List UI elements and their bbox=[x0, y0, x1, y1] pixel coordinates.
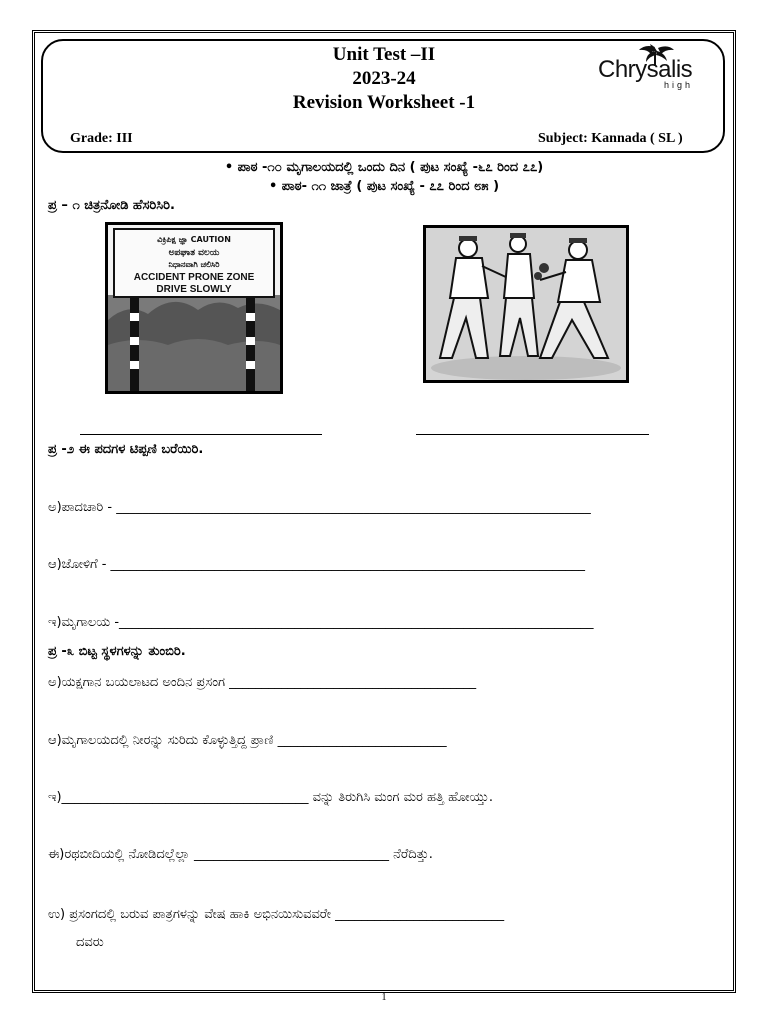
sign-line-1: ವಿಕ್ರಿಪಿಕ್ಷ ಜ್ಞಾ CAUTION bbox=[157, 235, 231, 244]
q1-heading: ಪ್ರ – ೧ ಚಿತ್ರನೋಡಿ ಹೆಸರಿಸಿರಿ. bbox=[48, 198, 175, 213]
q2-item-i: ಇ)ಮೃಗಾಲಯ -_________________________________________________________________________ bbox=[48, 615, 594, 630]
q2-item-aa: ಆ)ಜೋಳಿಗೆ - _________________________________________________________________________ bbox=[48, 557, 586, 572]
answer-line-image-2[interactable] bbox=[416, 434, 649, 435]
page-number: 1 bbox=[381, 992, 387, 1003]
grade-label: Grade: III bbox=[70, 131, 133, 146]
worksheet-title: Unit Test –II bbox=[332, 44, 436, 65]
dancers-illustration bbox=[426, 228, 626, 380]
lesson-line-2: • ಪಾಠ- ೧೧ ಜಾತ್ರೆ ( ಪುಟ ಸಂಖ್ಯೆ - ೭೭ ರಿಂದ ೮೫ ) bbox=[268, 179, 500, 194]
q3-item-i: ಇ)______________________________________ ವನ್ನು ತಿರುಗಿಸಿ ಮಂಗ ಮರ ಹತ್ತಿ ಹೋಯ್ತು. bbox=[48, 790, 493, 805]
school-logo bbox=[598, 42, 716, 92]
logo-text: Chrysalis bbox=[598, 56, 693, 83]
q3-item-u-continuation: ದವರು bbox=[76, 935, 104, 950]
sign-line-2: ಅಪಘಾತ ವಲಯ bbox=[168, 248, 220, 258]
q3-item-ii: ಈ)ರಥಬೀದಿಯಲ್ಲಿ ನೋಡಿದಲ್ಲೆಲ್ಲಾ ______________________________ ನೆರೆದಿತ್ತು. bbox=[48, 847, 433, 862]
yakshagana-dancers-image bbox=[423, 225, 629, 383]
q3-item-u: ಉ) ಪ್ರಸಂಗದಲ್ಲಿ ಬರುವ ಪಾತ್ರಗಳನ್ನು ವೇಷ ಹಾಕಿ ಅಭಿನಯಿಸುವವರೇ __________________________ bbox=[48, 907, 505, 922]
sign-line-4: ACCIDENT PRONE ZONE bbox=[133, 272, 255, 283]
q3-item-aa: ಆ)ಮೃಗಾಲಯದಲ್ಲಿ ನೀರನ್ನು ಸುರಿದು ಕೊಳ್ಳುತ್ತಿದ್ದ ಪ್ರಾಣಿ __________________________ bbox=[48, 733, 447, 748]
sign-line-5: DRIVE SLOWLY bbox=[156, 284, 232, 295]
logo-subtext: high bbox=[664, 80, 694, 90]
caution-sign-illustration bbox=[108, 225, 280, 391]
q3-item-a: ಅ)ಯಕ್ಷಗಾನ ಬಯಲಾಟದ ಅಂದಿನ ಪ್ರಸಂಗ ______________________________________ bbox=[48, 675, 477, 690]
worksheet-subtitle: Revision Worksheet -1 bbox=[292, 92, 476, 113]
q2-heading: ಪ್ರ -೨ ಈ ಪದಗಳ ಟಿಪ್ಪಣಿ ಬರೆಯಿರಿ. bbox=[48, 442, 204, 457]
academic-year: 2023-24 bbox=[352, 68, 416, 89]
caution-sign-image bbox=[105, 222, 283, 394]
answer-line-image-1[interactable] bbox=[80, 434, 322, 435]
sign-line-3: ನಿಧಾನವಾಗಿ ಚಲಿಸಿರಿ bbox=[168, 260, 220, 269]
subject-label: Subject: Kannada ( SL ) bbox=[538, 131, 683, 146]
q2-item-a: ಅ)ಪಾದಚಾರಿ - _________________________________________________________________________ bbox=[48, 500, 591, 515]
q3-heading: ಪ್ರ -೩ ಬಿಟ್ಟ ಸ್ಥಳಗಳನ್ನು ತುಂಬಿರಿ. bbox=[48, 644, 186, 659]
lesson-line-1: • ಪಾಠ -೧೦ ಮೃಗಾಲಯದಲ್ಲಿ ಒಂದು ದಿನ ( ಪುಟ ಸಂಖ್ಯೆ -೬೭ ರಿಂದ ೭೭) bbox=[224, 160, 544, 175]
